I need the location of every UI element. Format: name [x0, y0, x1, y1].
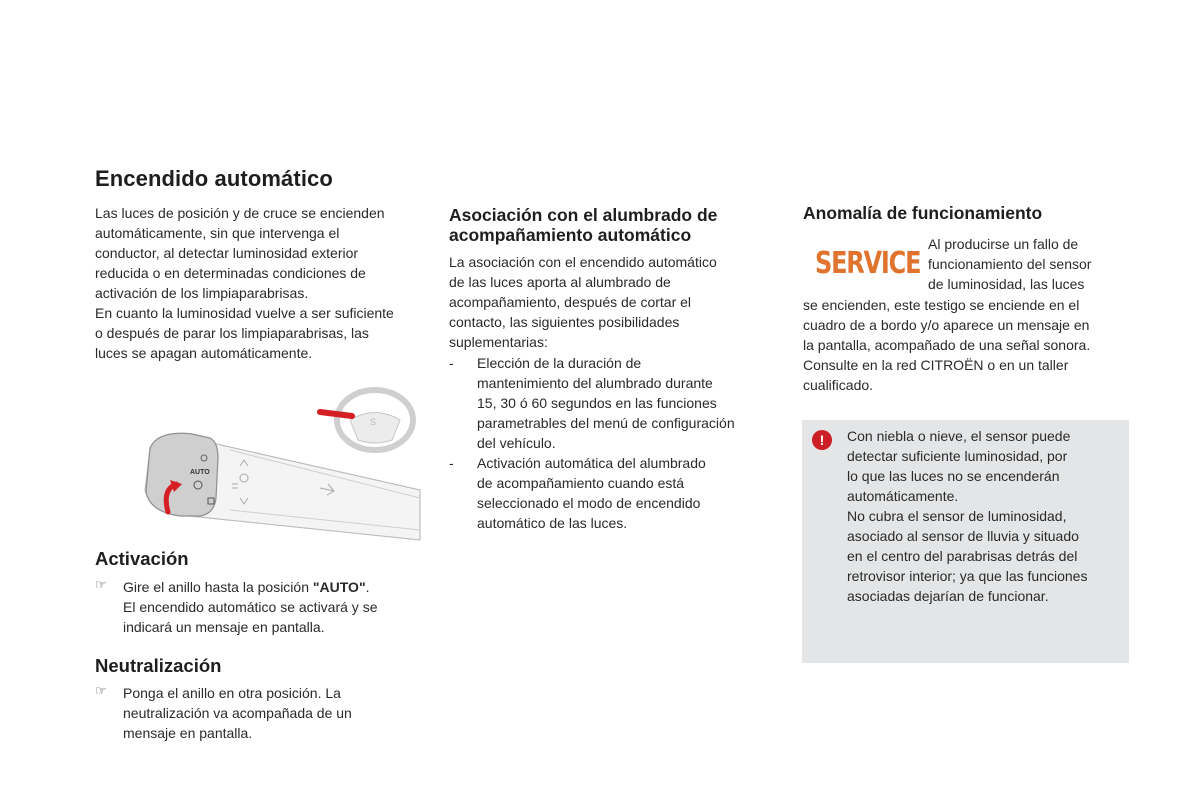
hand-pointer-icon: ☞ [95, 683, 107, 698]
association-line: La asociación con el encendido automático [449, 254, 717, 270]
activation-line: indicará un mensaje en pantalla. [123, 619, 325, 635]
association-line: contacto, las siguientes posibilidades [449, 314, 680, 330]
anomaly-title: Anomalía de funcionamiento [803, 203, 1043, 223]
intro-line: luces se apagan automáticamente. [95, 345, 313, 361]
intro-line: conductor, al detectar luminosidad exterior [95, 245, 359, 261]
association-line: de las luces aporta al alumbrado de [449, 274, 671, 290]
activation-line: Gire el anillo hasta la posición "AUTO". [123, 579, 370, 595]
activation-line: El encendido automático se activará y se [123, 599, 378, 615]
neutralization-bullet [95, 683, 425, 743]
anomaly-paragraph: se encienden, este testigo se enciende en el cuadro de a bordo y/o aparece un mensaje en la pantalla, acompañado de una señal sonora. Consulte en la red CITROËN o en un taller cualificado. [803, 297, 1091, 393]
activation-bullet [95, 577, 425, 637]
neutralization-line: Ponga el anillo en otra posición. La [123, 685, 341, 701]
intro-line: Las luces de posición y de cruce se encienden [95, 205, 385, 221]
intro-line: En cuanto la luminosidad vuelve a ser suficiente [95, 305, 394, 321]
hand-pointer-icon: ☞ [95, 577, 107, 592]
anomaly-paragraph-top: Al producirse un fallo de funcionamiento del sensor de luminosidad, las luces [928, 236, 1092, 292]
association-line: suplementarias: [449, 334, 548, 350]
list-item: - Activación automática del alumbrado de acompañamiento cuando está seleccionado el modo de encendido automático de las luces. [449, 455, 706, 531]
intro-line: o después de parar los limpiaparabrisas, las [95, 325, 369, 341]
auto-label: "AUTO" [312, 579, 366, 595]
association-title: Asociación con el alumbrado de acompañamiento automático [449, 205, 718, 245]
warning-icon: ! [812, 430, 832, 450]
svg-text:S: S [370, 417, 377, 427]
activation-title: Activación [95, 548, 189, 569]
neutralization-line: mensaje en pantalla. [123, 725, 253, 741]
intro-line: automáticamente, sin que intervenga el [95, 225, 340, 241]
intro-line: activación de los limpiaparabrisas. [95, 285, 309, 301]
light-stalk-icon [120, 380, 425, 545]
service-warning-icon: SERVICE [815, 246, 921, 281]
list-item: - Elección de la duración de mantenimiento del alumbrado durante 15, 30 ó 60 segundos en las funciones parametrables del menú de configuración del vehículo. [449, 355, 735, 451]
steering-wheel-inset [320, 390, 413, 450]
association-intro [449, 252, 764, 352]
light-stalk-illustration [120, 380, 425, 550]
intro-paragraph [95, 203, 425, 363]
auto-marking: AUTO [190, 469, 210, 476]
intro-line: reducida o en determinadas condiciones de [95, 265, 366, 281]
association-line: acompañamiento, después de cortar el [449, 294, 692, 310]
association-list [449, 353, 769, 533]
neutralization-title: Neutralización [95, 655, 222, 676]
warning-text: Con niebla o nieve, el sensor puede detectar suficiente luminosidad, por lo que las luces no se encenderán automáticamente. No cubra el sensor de luminosidad, asociado al sensor de lluvia y situado en el centro del parabrisas detrás del retrovisor interior; ya que las funciones asociadas dejarían de funcionar. [847, 428, 1088, 604]
neutralization-line: neutralización va acompañada de un [123, 705, 352, 721]
page-title: Encendido automático [95, 166, 333, 191]
